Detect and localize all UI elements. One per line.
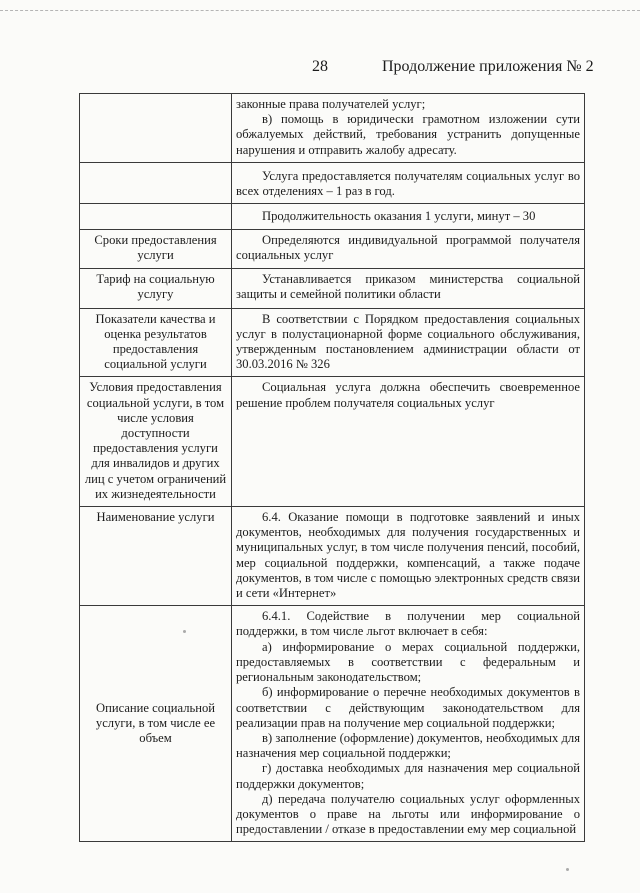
- row-paragraph: 6.4. Оказание помощи в подготовке заявлений и иных документов, необходимых для получения государственных и муниципальных услуг, в том числе получения пенсий, пособий, мер социальной поддержки, компенсаций, а также подаче документов, в том числе с помощью электронных средств связи и сети «Интернет»: [236, 510, 580, 601]
- row-label: Сроки предоставления услуги: [80, 230, 232, 268]
- table-row: [80, 162, 585, 203]
- table-row: [80, 507, 585, 606]
- row-label: Описание социальной услуги, в том числе ее объем: [80, 606, 232, 842]
- page-header: [0, 58, 640, 78]
- row-value: [232, 308, 585, 377]
- row-paragraph: В соответствии с Порядком предоставления социальных услуг в полустационарной форме социального обслуживания, утвержденным постановлением администрации области от 30.03.2016 № 326: [236, 311, 580, 372]
- table-row: [80, 94, 585, 163]
- row-label: Условия предоставления социальной услуги, в том числе условия доступности предоставления услуги для инвалидов и других лиц с учетом ограничений их жизнедеятельности: [80, 377, 232, 507]
- table-row: [80, 377, 585, 507]
- row-value: [232, 204, 585, 230]
- row-label: [80, 162, 232, 203]
- row-paragraph: а) информирование о мерах социальной поддержки, предоставляемых в соответствии с федеральным и региональным законодательством;: [236, 639, 580, 685]
- row-paragraph: б) информирование о перечне необходимых документов в соответствии с действующим законодательством для реализации прав на получение мер социальной поддержки;: [236, 685, 580, 730]
- row-paragraph: Продолжительность оказания 1 услуги, минут – 30: [262, 209, 536, 224]
- row-paragraph: г) доставка необходимых для назначения мер социальной поддержки документов;: [236, 761, 580, 791]
- row-label: [80, 204, 232, 230]
- page-number: 28: [312, 58, 328, 75]
- row-paragraph: Услуга предоставляется получателям социальных услуг во всех отделениях – 1 раз в год.: [236, 168, 580, 199]
- row-label: Тариф на социальную услугу: [80, 268, 232, 308]
- row-value: [232, 377, 585, 507]
- row-label: Наименование услуги: [80, 507, 232, 606]
- scan-speck: [566, 868, 569, 871]
- table-row: [80, 268, 585, 308]
- scan-speck: [183, 630, 186, 633]
- row-paragraph: д) передача получателю социальных услуг оформленных документов о праве на льготы или информирование о предоставлении / отказе в предоставлении ему мер социальной: [236, 791, 580, 837]
- row-value: [232, 507, 585, 606]
- table-row: [80, 606, 585, 842]
- table-row: [80, 308, 585, 377]
- table-row: [80, 230, 585, 268]
- row-value: [232, 162, 585, 203]
- scan-artifact-line: [0, 10, 640, 11]
- row-paragraph: Устанавливается приказом министерства социальной защиты и семейной политики области: [236, 271, 580, 301]
- appendix-label: Продолжение приложения № 2: [382, 58, 594, 75]
- row-paragraph: в) заполнение (оформление) документов, необходимых для назначения мер социальной поддержки;: [236, 730, 580, 761]
- table-row: [80, 204, 585, 230]
- service-table: [79, 93, 585, 842]
- row-value: [232, 230, 585, 268]
- row-paragraph: Социальная услуга должна обеспечить своевременное решение проблем получателя социальных услуг: [236, 380, 580, 410]
- row-label: [80, 94, 232, 163]
- row-value: [232, 606, 585, 842]
- row-paragraph: в) помощь в юридически грамотном изложении сути обжалуемых действий, требования устранить допущенные нарушения и отправить жалобу адресату.: [236, 112, 580, 157]
- row-paragraph: законные права получателей услуг;: [236, 97, 426, 111]
- row-label: Показатели качества и оценка результатов предоставления социальной услуги: [80, 308, 232, 377]
- row-paragraph: Определяются индивидуальной программой получателя социальных услуг: [236, 233, 580, 263]
- row-value: [232, 94, 585, 163]
- row-paragraph: 6.4.1. Содействие в получении мер социальной поддержки, в том числе льгот включает в себя:: [236, 609, 580, 639]
- row-value: [232, 268, 585, 308]
